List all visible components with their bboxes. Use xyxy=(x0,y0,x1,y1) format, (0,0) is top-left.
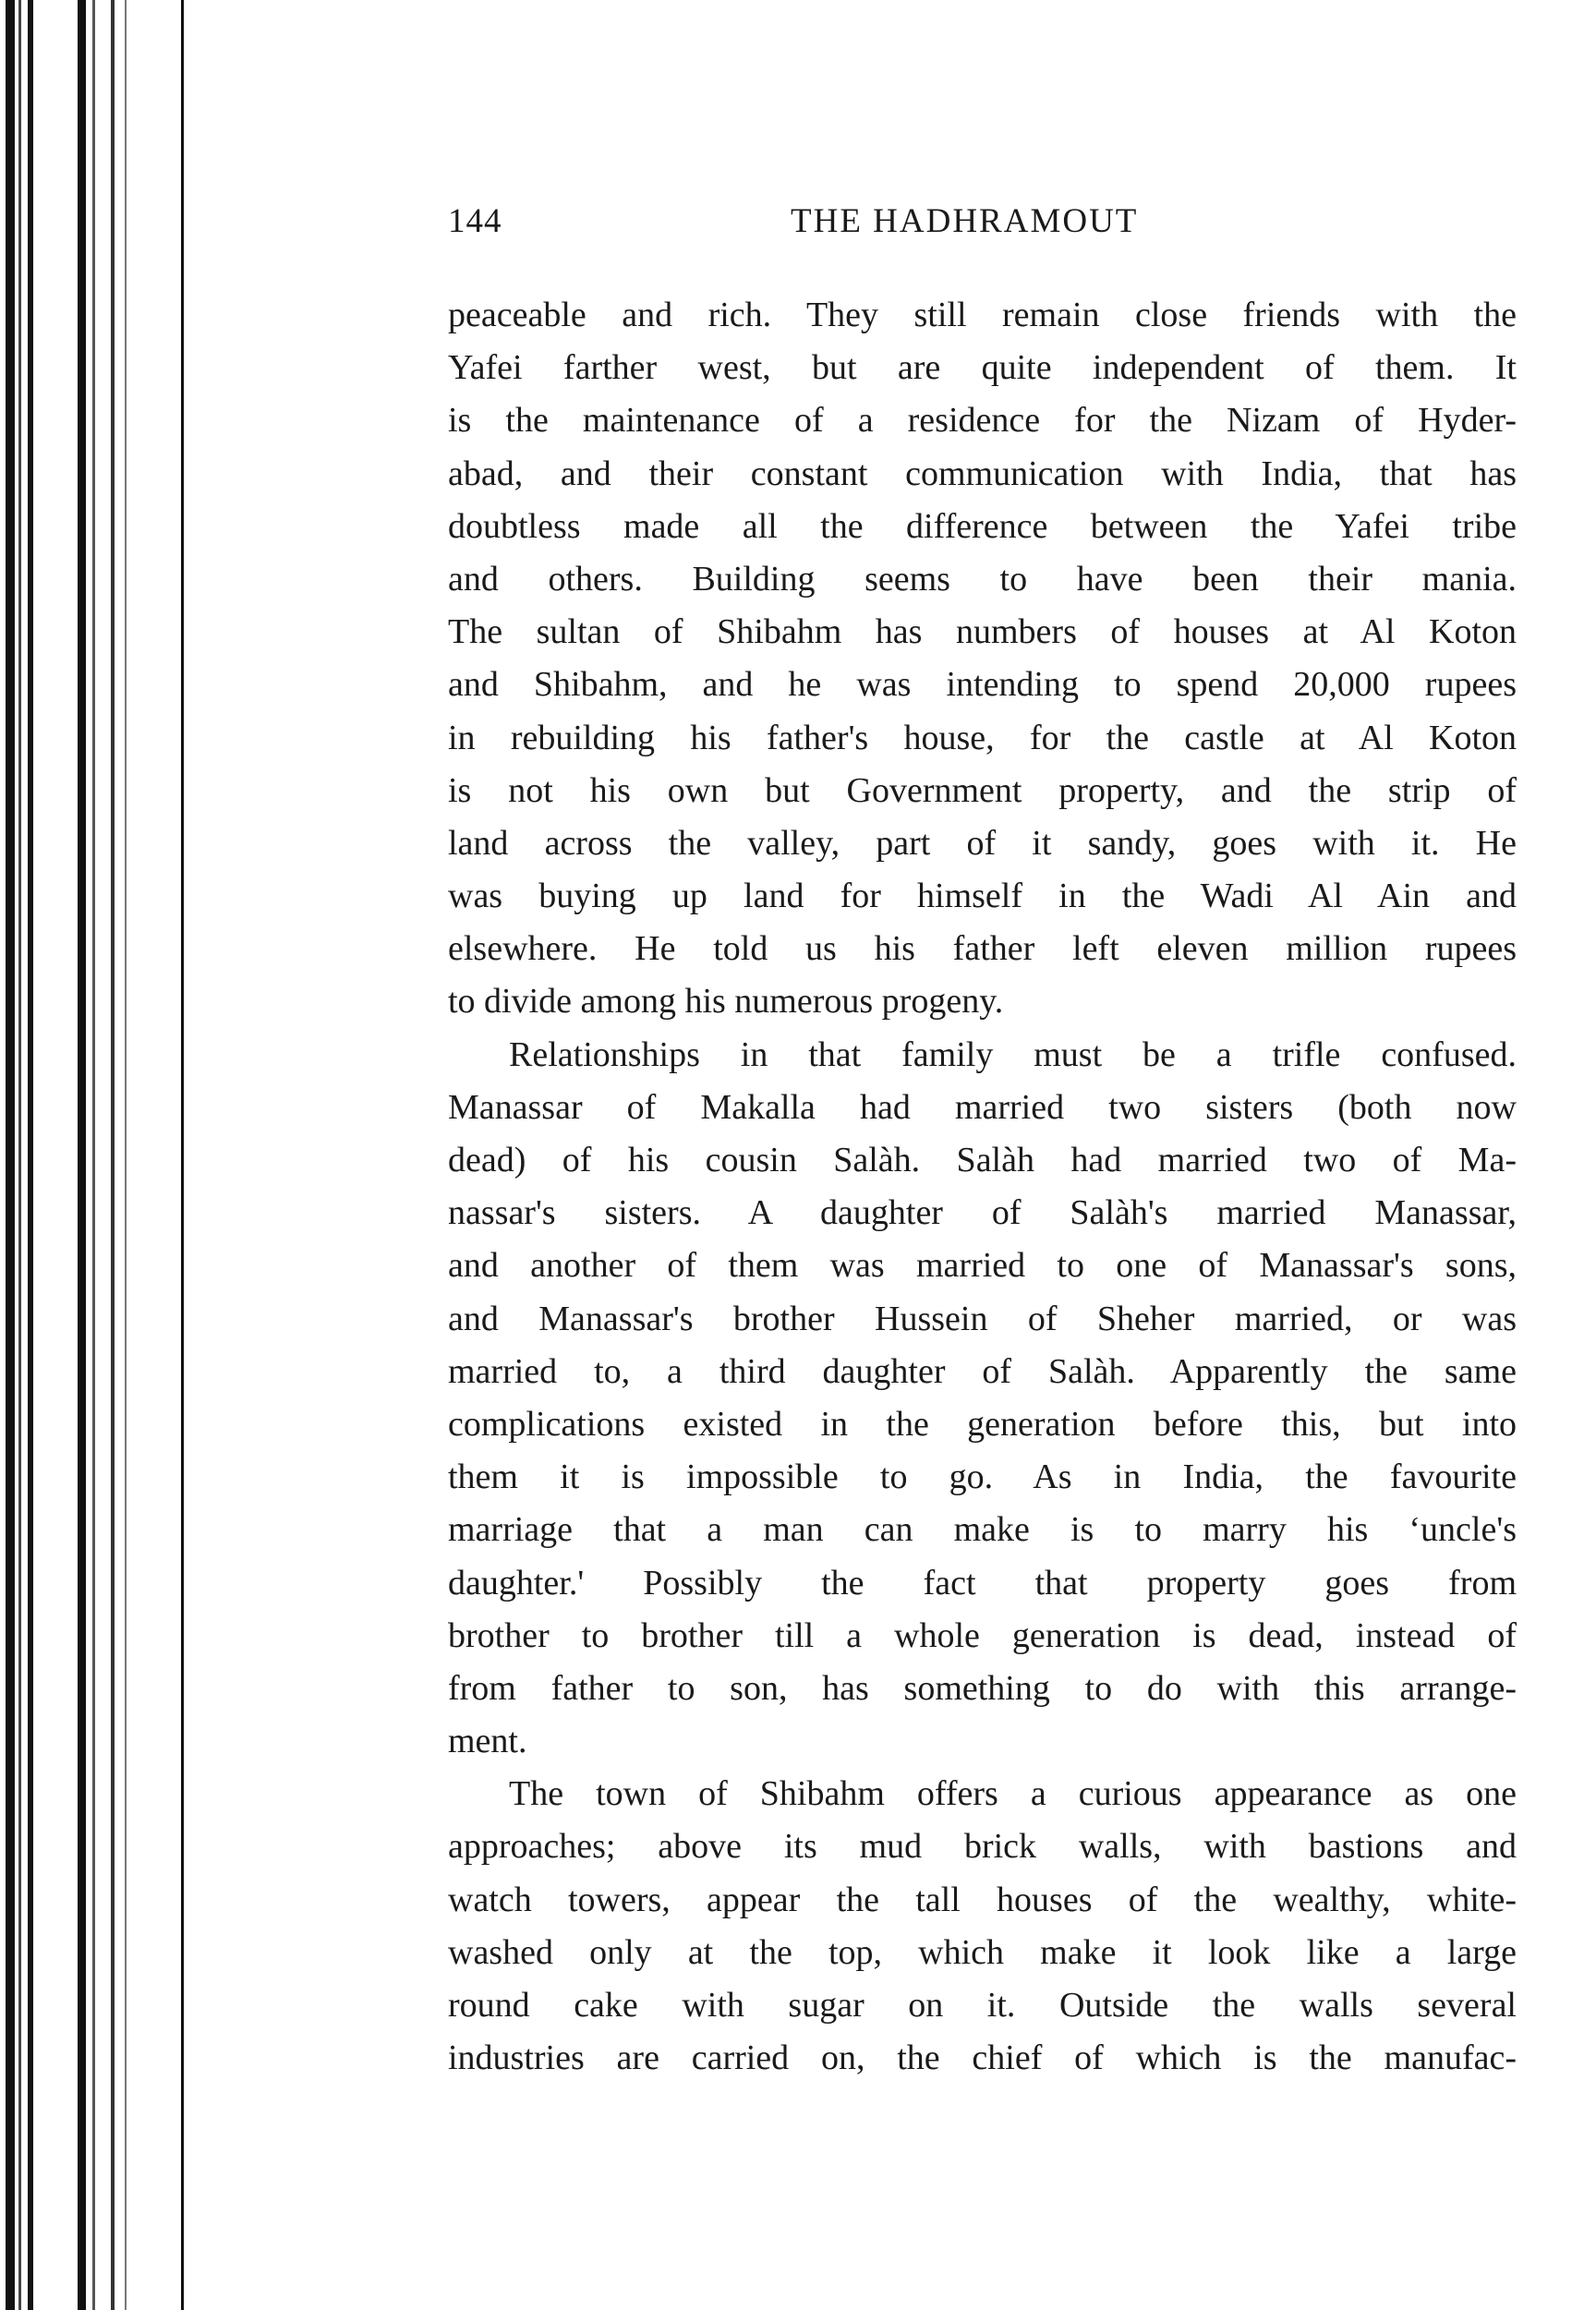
binding-line xyxy=(125,0,127,2310)
book-binding-edge xyxy=(0,0,194,2310)
text-line-content: is not his own but Government property, and the strip of xyxy=(448,770,1517,810)
text-line xyxy=(448,1293,1517,1346)
text-line xyxy=(448,1663,1517,1715)
text-line xyxy=(448,1557,1517,1610)
text-line-content: and another of them was married to one of Manassar's sons, xyxy=(448,1246,1517,1286)
text-line-content: daughter.' Possibly the fact that property goes from xyxy=(448,1563,1517,1602)
text-line-content: complications existed in the generation before this, but into xyxy=(448,1404,1517,1444)
text-line xyxy=(448,1082,1517,1134)
page-number: 144 xyxy=(448,202,502,240)
text-line xyxy=(448,1504,1517,1556)
text-line-content: and Shibahm, and he was intending to spend 20,000 rupees xyxy=(448,665,1517,705)
text-line xyxy=(448,1715,1517,1768)
text-line-content: was buying up land for himself in the Wadi Al Ain and xyxy=(448,877,1517,916)
text-line xyxy=(448,289,1517,342)
text-line-content: Yafei farther west, but are quite independent of them. It xyxy=(448,348,1517,388)
text-line xyxy=(448,501,1517,553)
text-line-content: land across the valley, part of it sandy, goes with it. He xyxy=(448,823,1517,863)
text-line-content: round cake with sugar on it. Outside the walls several xyxy=(448,1986,1517,2025)
text-line xyxy=(448,1346,1517,1398)
text-line-content: approaches; above its mud brick walls, with bastions and xyxy=(448,1827,1517,1867)
binding-line xyxy=(18,0,21,2310)
text-line xyxy=(448,1134,1517,1187)
body-text xyxy=(448,289,1517,2085)
binding-line xyxy=(28,0,33,2310)
text-line xyxy=(448,659,1517,711)
binding-line xyxy=(92,0,95,2310)
text-line-content: dead) of his cousin Salàh. Salàh had married two of Ma- xyxy=(448,1141,1517,1179)
text-line-content: to divide among his numerous progeny. xyxy=(448,982,1004,1022)
text-line-content: is the maintenance of a residence for the Nizam of Hyder- xyxy=(448,401,1517,441)
text-line xyxy=(448,1768,1517,1820)
text-line xyxy=(448,712,1517,765)
binding-line xyxy=(181,0,184,2310)
text-line-content: peaceable and rich. They still remain close friends with the xyxy=(448,296,1517,334)
text-line-content: marriage that a man can make is to marry his ‘uncle's xyxy=(448,1510,1517,1550)
text-line-content: Relationships in that family must be a trifle confused. xyxy=(509,1034,1517,1074)
binding-line xyxy=(111,0,115,2310)
text-line xyxy=(448,1979,1517,2032)
text-line-content: elsewhere. He told us his father left eleven million rupees xyxy=(448,929,1517,969)
text-line xyxy=(448,1187,1517,1240)
text-line xyxy=(448,1451,1517,1504)
text-line-content: doubtless made all the difference between the Yafei tribe xyxy=(448,506,1517,546)
text-line-content: watch towers, appear the tall houses of the wealthy, white- xyxy=(448,1880,1517,1919)
text-line xyxy=(448,870,1517,923)
binding-line xyxy=(78,0,86,2310)
text-line-content: abad, and their constant communication with India, that has xyxy=(448,454,1517,493)
text-line xyxy=(448,394,1517,447)
text-line-content: brother to brother till a whole generation is dead, instead of xyxy=(448,1615,1517,1655)
text-line-content: Manassar of Makalla had married two sisters (both now xyxy=(448,1087,1517,1127)
text-line-content: nassar's sisters. A daughter of Salàh's married Manassar, xyxy=(448,1193,1517,1233)
text-line-content: and Manassar's brother Hussein of Sheher married, or was xyxy=(448,1299,1517,1338)
text-line-content: and others. Building seems to have been their mania. xyxy=(448,559,1517,599)
text-line xyxy=(448,1874,1517,1927)
running-title: THE HADHRAMOUT xyxy=(791,202,1139,240)
text-line xyxy=(448,765,1517,817)
text-line-content: in rebuilding his father's house, for the castle at Al Koton xyxy=(448,718,1517,757)
text-line xyxy=(448,1820,1517,1873)
text-line-content: ment. xyxy=(448,1722,527,1761)
text-line-content: washed only at the top, which make it look like a large xyxy=(448,1932,1517,1972)
text-line-content: The town of Shibahm offers a curious appearance as one xyxy=(509,1774,1517,1814)
text-line xyxy=(448,553,1517,606)
text-line xyxy=(448,1240,1517,1292)
text-line-content: from father to son, has something to do with this arrange- xyxy=(448,1668,1517,1708)
text-line xyxy=(448,1927,1517,1979)
text-line-content: married to, a third daughter of Salàh. Apparently the same xyxy=(448,1351,1517,1391)
text-line xyxy=(448,975,1517,1028)
text-line xyxy=(448,1610,1517,1663)
text-line xyxy=(448,923,1517,975)
text-line xyxy=(448,342,1517,394)
binding-line xyxy=(6,0,15,2310)
text-line xyxy=(448,817,1517,870)
text-line-content: industries are carried on, the chief of which is the manufac- xyxy=(448,2038,1517,2078)
text-line-content: The sultan of Shibahm has numbers of houses at Al Koton xyxy=(448,612,1517,652)
running-header xyxy=(448,201,1517,248)
text-line xyxy=(448,448,1517,501)
text-line xyxy=(448,1398,1517,1451)
text-line xyxy=(448,1029,1517,1082)
text-line xyxy=(448,2032,1517,2085)
text-line xyxy=(448,606,1517,659)
text-line-content: them it is impossible to go. As in India, the favourite xyxy=(448,1457,1517,1497)
